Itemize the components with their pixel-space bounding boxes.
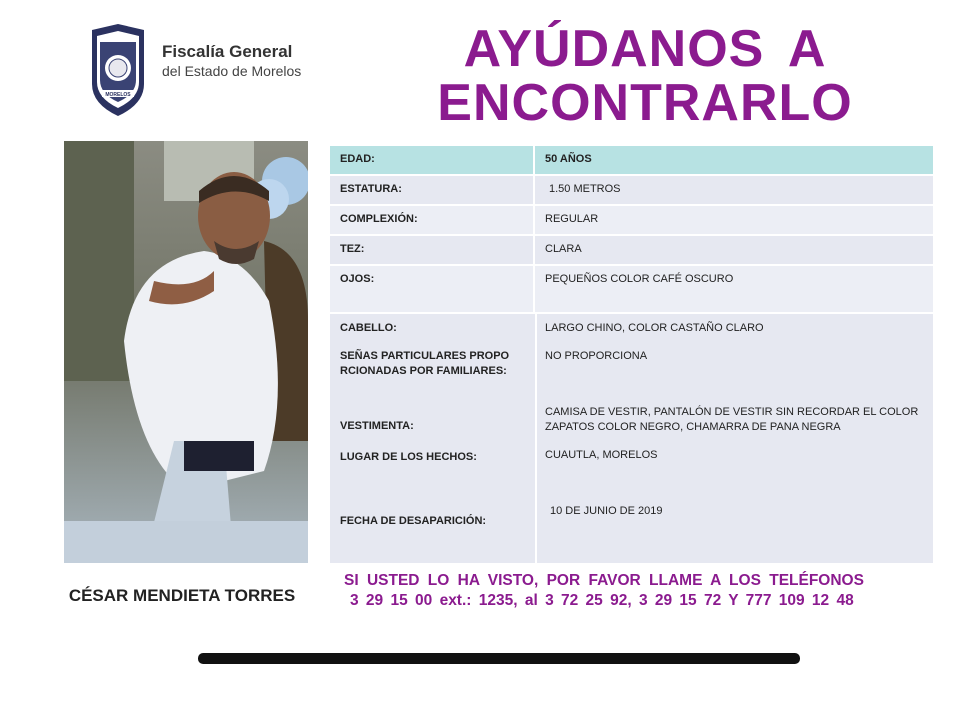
date-value: 10 DE JUNIO DE 2019: [550, 505, 663, 517]
logo-badge-text: FGE: [108, 32, 128, 42]
row-value: 50 AÑOS: [545, 153, 592, 165]
hair-value: LARGO CHINO, COLOR CASTAÑO CLARO: [545, 322, 764, 334]
phone-numbers: 3 29 15 00 ext.: 1235, al 3 72 25 92, 3 29 15 72 Y 777 109 12 48: [350, 592, 854, 609]
fge-logo: [88, 24, 320, 116]
row-label: ESTATURA:: [330, 176, 535, 204]
row-value: REGULAR: [545, 213, 599, 225]
person-photo-icon: [64, 141, 308, 563]
headline-line-2: ENCONTRARLO: [437, 74, 853, 132]
call-line-1: SI USTED LO HA VISTO, POR FAVOR LLAME A LOS TELÉFONOS: [344, 572, 864, 589]
row-value: 1.50 METROS: [549, 183, 621, 195]
clothing-value-2: ZAPATOS COLOR NEGRO, CHAMARRA DE PANA NEGRA: [545, 421, 841, 433]
table-row: [330, 176, 933, 204]
details-block: [330, 314, 933, 563]
missing-person-photo: [64, 141, 308, 563]
place-value: CUAUTLA, MORELOS: [545, 449, 658, 461]
row-label: OJOS:: [330, 266, 535, 312]
row-value: CLARA: [545, 243, 582, 255]
row-value: PEQUEÑOS COLOR CAFÉ OSCURO: [545, 273, 734, 285]
table-row: [330, 206, 933, 234]
place-label: LUGAR DE LOS HECHOS:: [340, 451, 477, 463]
hair-label: CABELLO:: [340, 322, 397, 334]
marks-label-2: RCIONADAS POR FAMILIARES:: [340, 365, 507, 377]
table-row: [330, 266, 933, 312]
table-row: [330, 236, 933, 264]
clothing-label: VESTIMENTA:: [340, 420, 414, 432]
headline-line-1: AYÚDANOS A: [463, 20, 827, 78]
row-label: EDAD:: [330, 146, 535, 174]
bottom-divider: [198, 653, 800, 664]
table-row: [330, 146, 933, 174]
shield-logo-icon: [88, 24, 148, 116]
info-table: [330, 146, 933, 563]
logo-badge-bottom: MORELOS: [105, 92, 131, 98]
org-name: Fiscalía General: [162, 42, 293, 61]
row-label: TEZ:: [330, 236, 535, 264]
org-subtitle: del Estado de Morelos: [162, 63, 302, 79]
person-name: CÉSAR MENDIETA TORRES: [68, 586, 296, 605]
marks-label-1: SEÑAS PARTICULARES PROPO: [340, 350, 510, 362]
headline: [410, 22, 880, 130]
clothing-value-1: CAMISA DE VESTIR, PANTALÓN DE VESTIR SIN RECORDAR EL COLOR: [545, 406, 919, 418]
call-to-action: [330, 571, 890, 611]
marks-value: NO PROPORCIONA: [545, 350, 648, 362]
date-label: FECHA DE DESAPARICIÓN:: [340, 515, 487, 527]
row-label: COMPLEXIÓN:: [330, 206, 535, 234]
